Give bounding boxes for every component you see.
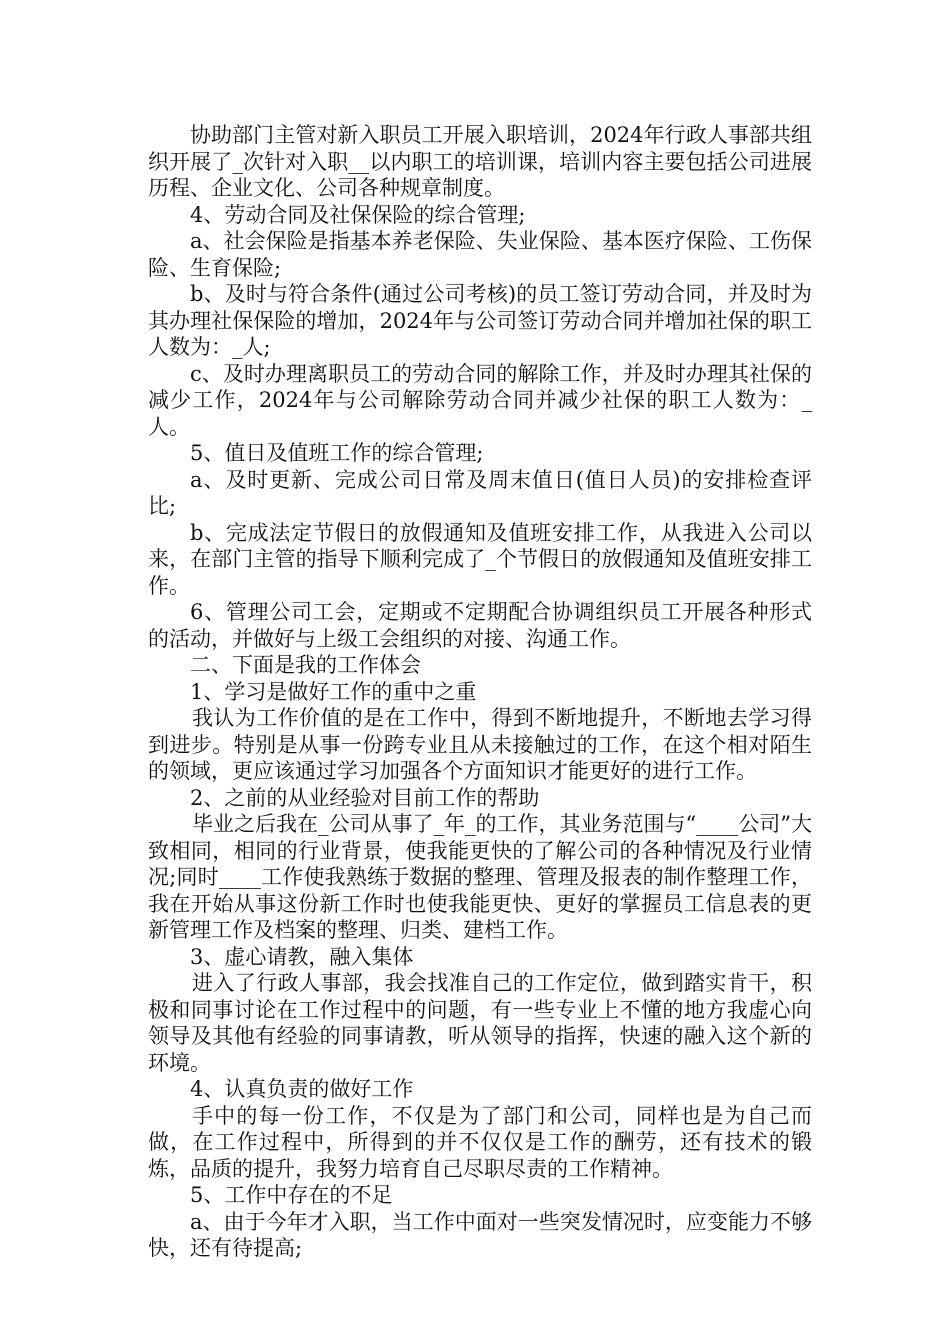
paragraph-union: 6、管理公司工会，定期或不定期配合协调组织员工开展各种形式的活动，并做好与上级工会组织的对接、沟通工作。 (148, 600, 812, 651)
document-body (148, 122, 812, 1262)
paragraph-ask-humbly: 进入了行政人事部，我会找准自己的工作定位，做到踏实肯干，积极和同事讨论在工作过程中的问题，有一些专业上不懂的地方我虚心向领导及其他有经验的同事请教，听从领导的指挥，快速的融入这个新的环境。 (148, 971, 812, 1075)
paragraph-training: 协助部门主管对新入职员工开展入职培训，2024年行政人事部共组织开展了_次针对入职__以内职工的培训课，培训内容主要包括公司进展历程、企业文化、公司各种规章制度。 (148, 123, 812, 200)
heading-prior-experience: 2、之前的从业经验对目前工作的帮助 (190, 785, 540, 810)
heading-ask-humbly: 3、虚心请教，融入集体 (190, 944, 414, 969)
paragraph-contract-signing: b、及时与符合条件(通过公司考核)的员工签订劳动合同，并及时为其办理社保保险的增加，2024年与公司签订劳动合同并增加社保的职工人数为：_人; (148, 282, 812, 359)
heading-learning: 1、学习是做好工作的重中之重 (190, 679, 477, 704)
paragraph-responsible-work: 手中的每一份工作，不仅是为了部门和公司，同样也是为自己而做，在工作过程中，所得到的并不仅仅是工作的酬劳，还有技术的锻炼，品质的提升，我努力培育自己尽职尽责的工作精神。 (148, 1103, 812, 1181)
heading-labor-contract: 4、劳动合同及社保保险的综合管理; (190, 202, 526, 227)
paragraph-learning: 我认为工作价值的是在工作中，得到不断地提升，不断地去学习得到进步。特别是从事一份跨专业且从未接触过的工作，在这个相对陌生的领域，更应该通过学习加强各个方面知识才能更好的进行工作。 (148, 706, 812, 783)
heading-duty-management: 5、值日及值班工作的综合管理; (190, 441, 484, 465)
paragraph-holiday-notice: b、完成法定节假日的放假通知及值班安排工作，从我进入公司以来，在部门主管的指导下顺利完成了_个节假日的放假通知及值班安排工作。 (148, 520, 812, 598)
paragraph-contract-termination: c、及时办理离职员工的劳动合同的解除工作，并及时办理其社保的减少工作，2024年与公司解除劳动合同并减少社保的职工人数为：_人。 (148, 361, 812, 439)
heading-responsible-work: 4、认真负责的做好工作 (190, 1077, 414, 1101)
paragraph-prior-experience: 毕业之后我在_公司从事了_年_的工作，其业务范围与“____公司”大致相同，相同的行业背景，使我能更快的了解公司的各种情况及行业情况;同时____工作使我熟练于数据的整理、管理及报表的制作整理工作，我在开始从事这份新工作时也使我能更快、更好的掌握员工信息表的更新管理工作及档案的整理、归类、建档工作。 (148, 812, 812, 942)
paragraph-shortcoming-a: a、由于今年才入职，当工作中面对一些突发情况时，应变能力不够快，还有待提高; (148, 1209, 812, 1260)
section-heading-experience: 二、下面是我的工作体会 (190, 653, 421, 677)
heading-shortcomings: 5、工作中存在的不足 (190, 1183, 393, 1207)
paragraph-duty-schedule: a、及时更新、完成公司日常及周末值日(值日人员)的安排检查评比; (148, 467, 812, 518)
paragraph-social-insurance: a、社会保险是指基本养老保险、失业保险、基本医疗保险、工伤保险、生育保险; (148, 229, 812, 280)
